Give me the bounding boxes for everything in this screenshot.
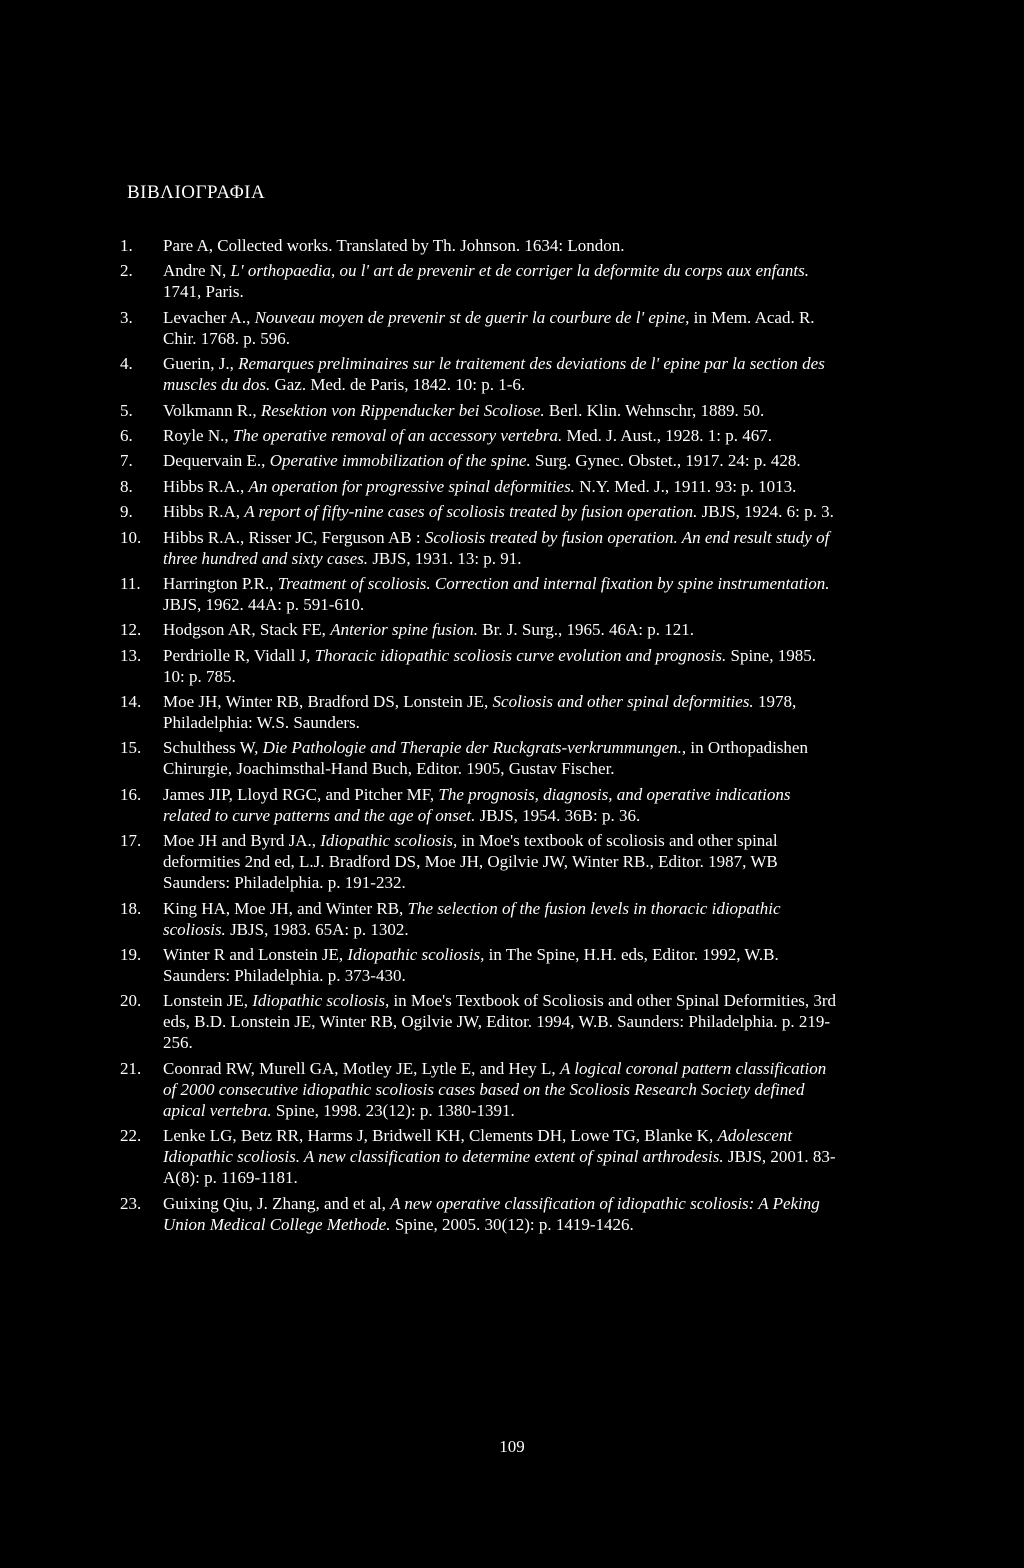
reference-segment: , in Orthopadishen Chirurgie, Joachimsthal-Hand Buch, Editor. 1905, Gustav Fischer. [163, 738, 808, 779]
reference-number: 15. [120, 738, 142, 758]
reference-number: 19. [120, 945, 142, 965]
reference-title: The prognosis, diagnosis, and operative indications related to curve patterns and the age of onset. [163, 784, 791, 825]
reference-segment: JBJS, 1954. 36B: p. 36. [475, 805, 641, 825]
reference-item [120, 1125, 840, 1188]
reference-item [120, 645, 840, 687]
reference-number: 17. [120, 831, 142, 851]
reference-title: Operative immobilization of the spine. [269, 451, 531, 471]
reference-item [120, 353, 840, 395]
reference-title: Scoliosis treated by fusion operation. An end result study of three hundred and sixty cases. [163, 527, 830, 568]
reference-number: 6. [120, 425, 133, 445]
reference-title: Thoracic idiopathic scoliosis curve evolution and prognosis. [314, 645, 727, 665]
reference-title: Nouveau moyen de prevenir st de guerir la courbure de l' epine, [254, 307, 690, 327]
reference-text [163, 476, 840, 497]
reference-title: Anterior spine fusion. [330, 620, 478, 640]
reference-number: 1. [120, 236, 133, 255]
reference-segment: Spine, 1998. 23(12): p. 1380-1391. [271, 1100, 515, 1120]
reference-item [120, 307, 840, 349]
reference-segment: Berl. Klin. Wehnschr, 1889. 50. [544, 400, 765, 420]
reference-title: The selection of the fusion levels in thoracic idiopathic scoliosis. [163, 898, 781, 939]
reference-segment: Volkmann R., [163, 400, 261, 420]
reference-item [120, 619, 840, 640]
reference-segment: JBJS, 1924. 6: p. 3. [697, 502, 834, 522]
page-title: ΒΙΒΛΙΟΓΡΑΦΙΑ [127, 182, 266, 203]
reference-segment: in The Spine, H.H. eds, Editor. 1992, W.B. Saunders: Philadelphia. p. 373-430. [163, 945, 779, 986]
reference-segment: Surg. Gynec. Obstet., 1917. 24: p. 428. [530, 451, 801, 471]
reference-title: Remarques preliminaires sur le traitement des deviations de l' epine par la section des muscles du dos. [163, 354, 825, 395]
reference-item [120, 944, 840, 986]
reference-text [163, 400, 840, 421]
reference-segment: JBJS, 2001. 83-A(8): p. 1169-1181. [163, 1147, 836, 1188]
reference-segment: Pare A, Collected works. Translated by Th. Johnson. 1634: London. [163, 236, 625, 255]
reference-segment: Dequervain E., [163, 451, 270, 471]
reference-segment: Royle N., [163, 425, 233, 445]
reference-segment: Andre N, [163, 261, 231, 281]
reference-segment: Harrington P.R., [163, 573, 278, 593]
reference-number: 5. [120, 400, 133, 420]
reference-segment: Perdriolle R, Vidall J, [163, 645, 315, 665]
reference-item [120, 425, 840, 446]
reference-number: 10. [120, 527, 142, 547]
reference-number: 13. [120, 645, 142, 665]
reference-item [120, 784, 840, 826]
reference-item [120, 573, 840, 615]
reference-segment: 1741, Paris. [163, 282, 244, 302]
page-number: 109 [499, 1437, 525, 1456]
reference-segment: Hibbs R.A., [163, 476, 249, 496]
reference-text [163, 645, 840, 687]
reference-number: 20. [120, 991, 142, 1011]
reference-number: 14. [120, 692, 142, 712]
reference-segment: Gaz. Med. de Paris, 1842. 10: p. 1-6. [270, 375, 526, 395]
reference-item [120, 1193, 840, 1235]
reference-segment: JBJS, 1931. 13: p. 91. [368, 548, 522, 568]
reference-text [163, 784, 840, 826]
reference-item [120, 476, 840, 497]
reference-text [163, 1058, 840, 1121]
reference-segment: Moe JH, Winter RB, Bradford DS, Lonstein JE, [163, 692, 493, 712]
reference-text [163, 353, 840, 395]
reference-number: 22. [120, 1126, 142, 1146]
reference-segment: N.Y. Med. J., 1911. 93: p. 1013. [574, 476, 797, 496]
reference-item [120, 691, 840, 733]
reference-text [163, 737, 840, 779]
reference-segment: Levacher A., [163, 307, 255, 327]
reference-segment: Spine, 1985. 10: p. 785. [163, 645, 816, 686]
reference-item [120, 400, 840, 421]
reference-title: A report of fifty-nine cases of scoliosis treated by fusion operation. [244, 502, 698, 522]
reference-segment: James JIP, Lloyd RGC, and Pitcher MF, [163, 784, 439, 804]
reference-text [163, 944, 840, 986]
reference-title: Idiopathic scoliosis, [252, 991, 390, 1011]
reference-item [120, 235, 840, 256]
reference-segment: Guixing Qiu, J. Zhang, and et al, [163, 1193, 391, 1213]
reference-segment: Br. J. Surg., 1965. 46A: p. 121. [478, 620, 694, 640]
reference-segment: Moe JH and Byrd JA., [163, 831, 321, 851]
reference-number: 2. [120, 261, 133, 281]
reference-text [163, 898, 840, 940]
reference-text [163, 691, 840, 733]
reference-item [120, 898, 840, 940]
reference-title: Die Pathologie and Therapie der Ruckgrats-verkrummungen. [262, 738, 682, 758]
reference-title: The operative removal of an accessory vertebra. [232, 425, 563, 445]
reference-item [120, 527, 840, 569]
reference-text [163, 830, 840, 893]
reference-text [163, 501, 840, 522]
reference-number: 16. [120, 784, 142, 804]
reference-title: A new operative classification of idiopathic scoliosis: A Peking Union Medical College Methode. [163, 1193, 820, 1234]
reference-text [163, 425, 840, 446]
reference-segment: JBJS, 1962. 44A: p. 591-610. [163, 594, 365, 614]
reference-text [163, 260, 840, 302]
reference-number: 7. [120, 451, 133, 471]
reference-item [120, 830, 840, 893]
reference-segment: Med. J. Aust., 1928. 1: p. 467. [562, 425, 772, 445]
reference-segment: Guerin, J., [163, 354, 239, 374]
reference-segment: Hodgson AR, Stack FE, [163, 620, 331, 640]
reference-segment: in Moe's Textbook of Scoliosis and other Spinal Deformities, 3rd eds, B.D. Lonstein JE, Winter RB, Ogilvie JW, Editor. 1994, W.B. Saunders: Philadelphia. p. 219-256. [163, 991, 837, 1053]
reference-segment: Spine, 2005. 30(12): p. 1419-1426. [390, 1214, 634, 1234]
reference-item [120, 1058, 840, 1121]
reference-number: 18. [120, 898, 142, 918]
reference-number: 8. [120, 476, 133, 496]
reference-segment: Winter R and Lonstein JE, [163, 945, 348, 965]
reference-title: Idiopathic scoliosis, [347, 945, 485, 965]
reference-number: 9. [120, 502, 133, 522]
reference-item [120, 737, 840, 779]
reference-segment: in Moe's textbook of scoliosis and other spinal deformities 2nd ed, L.J. Bradford DS, Moe JH, Ogilvie JW, Winter RB., Editor. 1987, WB Saunders: Philadelphia. p. 191-232. [163, 831, 778, 893]
reference-segment: Lenke LG, Betz RR, Harms J, Bridwell KH, Clements DH, Lowe TG, Blanke K, [163, 1126, 718, 1146]
reference-segment: Hibbs R.A., Risser JC, Ferguson AB : [163, 527, 425, 547]
reference-title: L' orthopaedia, ou l' art de prevenir et de corriger la deformite du corps aux enfants. [230, 261, 809, 281]
reference-text [163, 235, 840, 256]
reference-segment: Schulthess W, [163, 738, 263, 758]
reference-text [163, 450, 840, 471]
reference-text [163, 1193, 840, 1235]
reference-number: 3. [120, 307, 133, 327]
reference-segment: Lonstein JE, [163, 991, 253, 1011]
reference-text [163, 619, 840, 640]
reference-title: An operation for progressive spinal deformities. [248, 476, 575, 496]
reference-title: A logical coronal pattern classification of 2000 consecutive idiopathic scoliosis cases based on the Scoliosis Research Society defined apical vertebra. [163, 1058, 827, 1120]
reference-title: Resektion von Rippenducker bei Scoliose. [260, 400, 545, 420]
reference-item [120, 990, 840, 1053]
reference-number: 4. [120, 354, 133, 374]
reference-number: 12. [120, 620, 142, 640]
reference-title: Scoliosis and other spinal deformities. [492, 692, 754, 712]
reference-segment: Hibbs R.A, [163, 502, 245, 522]
reference-list [120, 235, 840, 1239]
reference-text [163, 527, 840, 569]
reference-text [163, 307, 840, 349]
reference-segment: King HA, Moe JH, and Winter RB, [163, 898, 408, 918]
reference-segment: in Mem. Acad. R. Chir. 1768. p. 596. [163, 307, 815, 348]
reference-segment: Coonrad RW, Murell GA, Motley JE, Lytle E, and Hey L, [163, 1058, 560, 1078]
reference-item [120, 450, 840, 471]
reference-title: Idiopathic scoliosis, [320, 831, 458, 851]
reference-number: 21. [120, 1058, 142, 1078]
reference-title: Adolescent Idiopathic scoliosis. A new classification to determine extent of spinal arthrodesis. [163, 1126, 793, 1167]
reference-item [120, 260, 840, 302]
reference-text [163, 573, 840, 615]
reference-text [163, 990, 840, 1053]
reference-item [120, 501, 840, 522]
reference-segment: JBJS, 1983. 65A: p. 1302. [225, 919, 409, 939]
reference-number: 11. [120, 573, 141, 593]
reference-number: 23. [120, 1193, 142, 1213]
reference-title: Treatment of scoliosis. Correction and internal fixation by spine instrumentation. [277, 573, 830, 593]
reference-segment: 1978, Philadelphia: W.S. Saunders. [163, 692, 797, 733]
reference-text [163, 1125, 840, 1188]
